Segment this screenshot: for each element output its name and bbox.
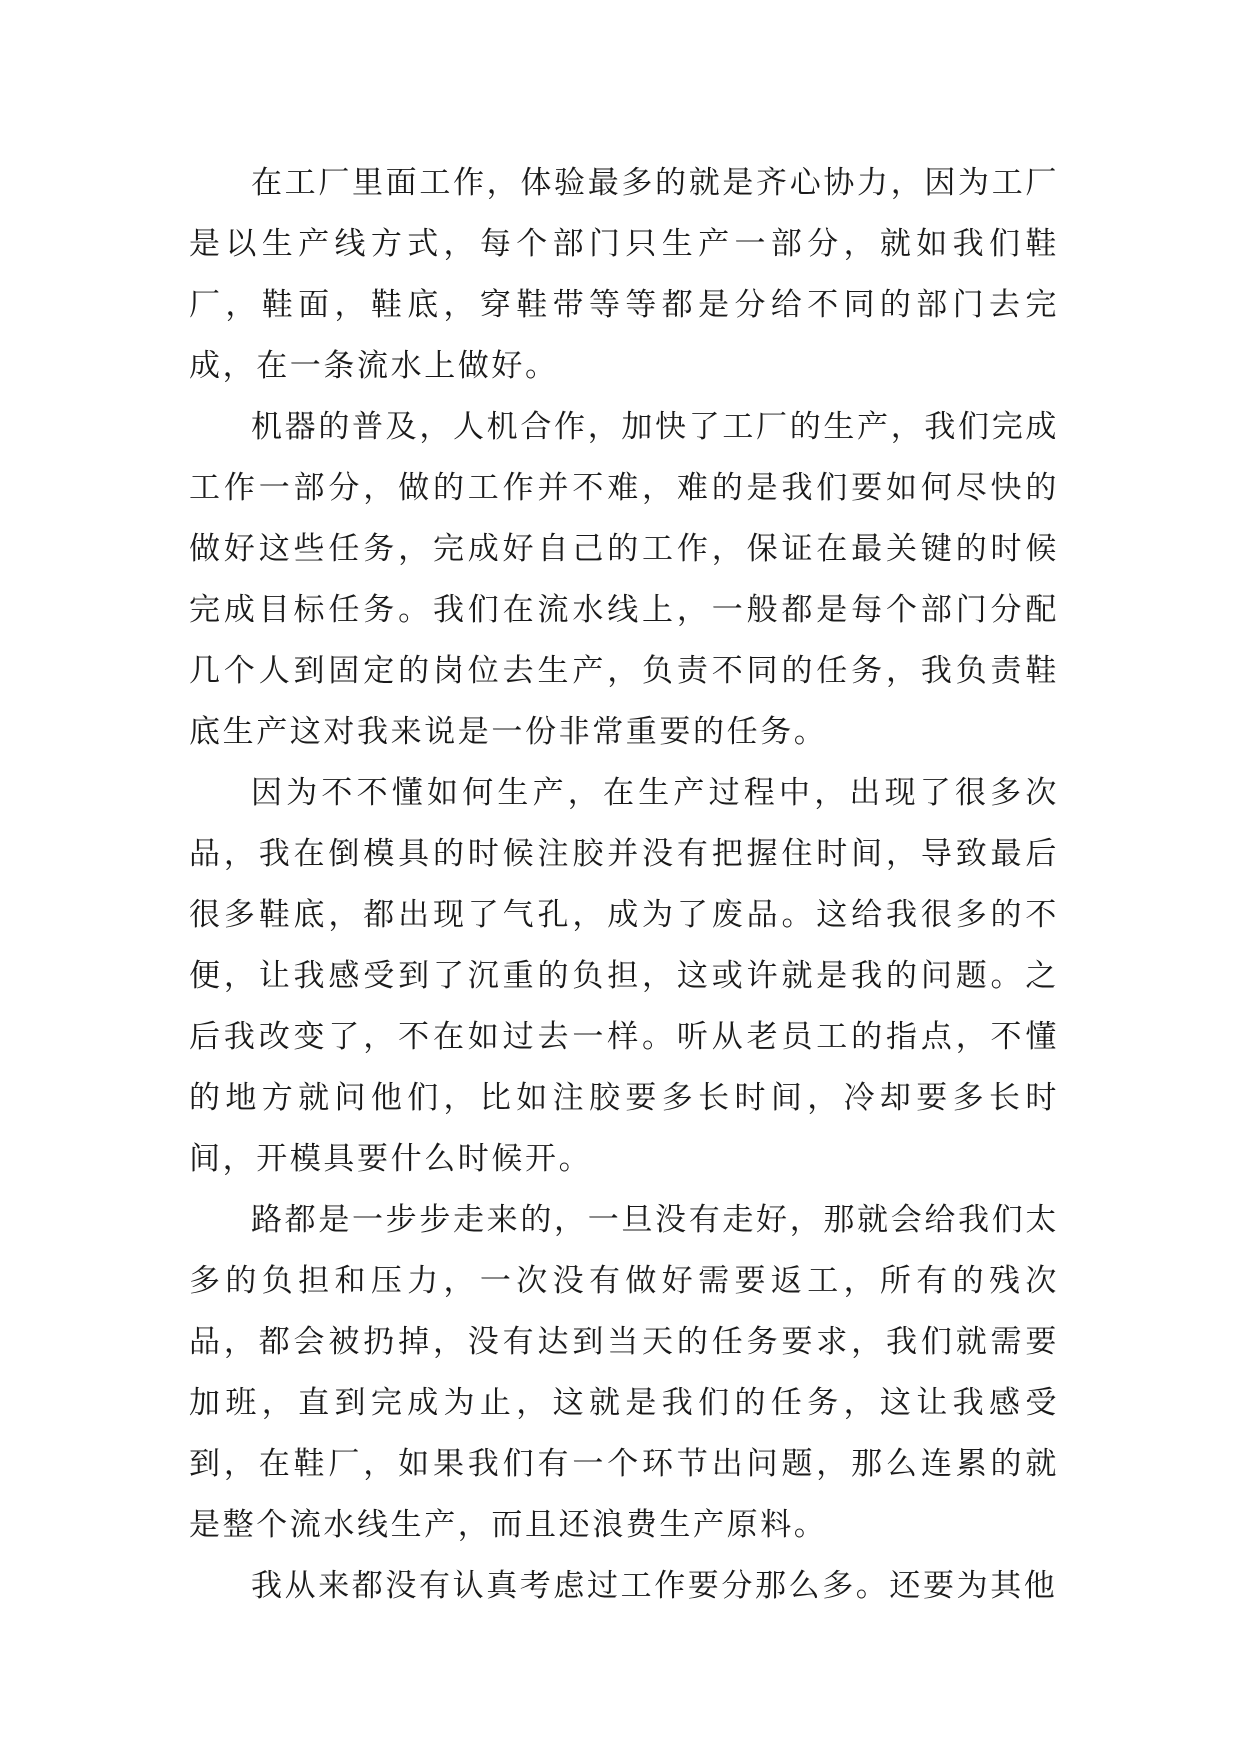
paragraph-3: 因为不不懂如何生产，在生产过程中，出现了很多次品，我在倒模具的时候注胶并没有把握住时间，导致最后很多鞋底，都出现了气孔，成为了废品。这给我很多的不便，让我感受到了沉重的负担，这或许就是我的问题。之后我改变了，不在如过去一样。听从老员工的指点，不懂的地方就问他们，比如注胶要多长时间，冷却要多长时间，开模具要什么时候开。 [189, 775, 1059, 1177]
paragraph-1: 在工厂里面工作，体验最多的就是齐心协力，因为工厂是以生产线方式，每个部门只生产一部分，就如我们鞋厂，鞋面，鞋底，穿鞋带等等都是分给不同的部门去完成，在一条流水上做好。 [189, 165, 1059, 384]
paragraph-2: 机器的普及，人机合作，加快了工厂的生产，我们完成工作一部分，做的工作并不难，难的是我们要如何尽快的做好这些任务，完成好自己的工作，保证在最关键的时候完成目标任务。我们在流水线上，一般都是每个部门分配几个人到固定的岗位去生产，负责不同的任务，我负责鞋底生产这对我来说是一份非常重要的任务。 [189, 409, 1059, 750]
paragraph-4: 路都是一步步走来的，一旦没有走好，那就会给我们太多的负担和压力，一次没有做好需要返工，所有的残次品，都会被扔掉，没有达到当天的任务要求，我们就需要加班，直到完成为止，这就是我们的任务，这让我感受到，在鞋厂，如果我们有一个环节出问题，那么连累的就是整个流水线生产，而且还浪费生产原料。 [189, 1202, 1059, 1543]
paragraph-5: 我从来都没有认真考虑过工作要分那么多。还要为其他 [251, 1568, 1058, 1604]
document-body [189, 153, 1059, 1617]
